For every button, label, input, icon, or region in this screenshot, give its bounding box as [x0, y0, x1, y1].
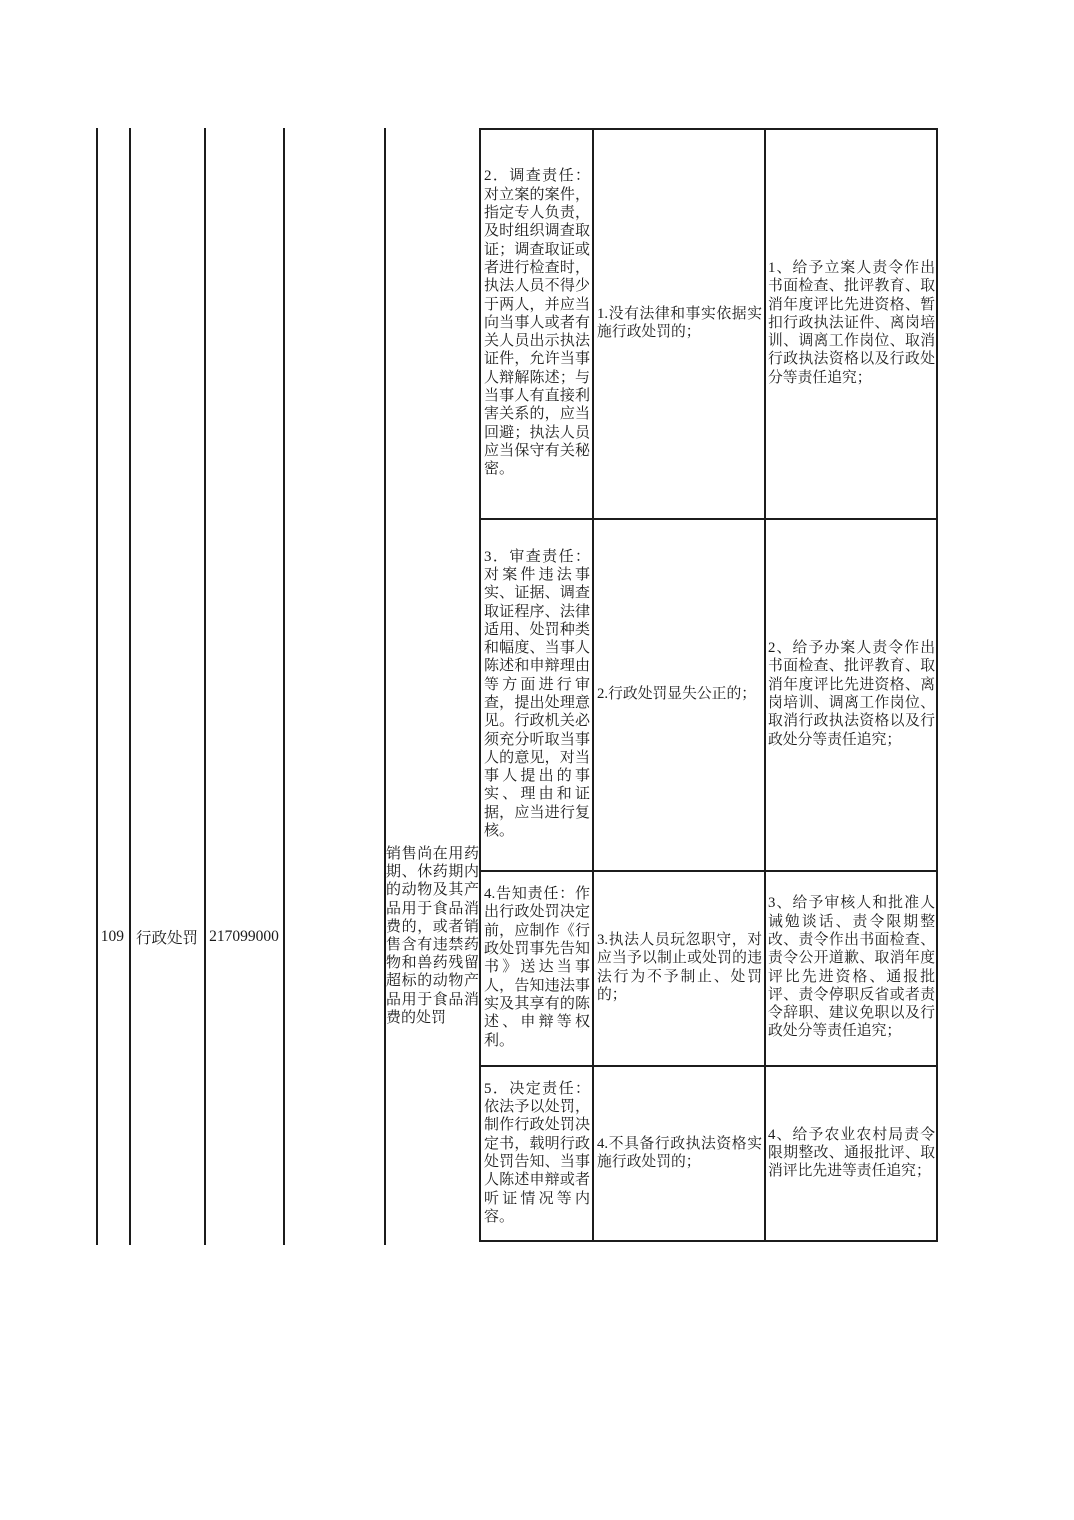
- power-name-cell: [386, 845, 479, 1027]
- responsibility-text-1: 2．调查责任：对立案的案件，指定专人负责，及时组织调查取证；调查取证或者进行检查时，执法人员不得少于两人，并应当向当事人或者有关人员出示执法证件，允许当事人辩解陈述；与当事人有直接利害关系的，应当回避；执法人员应当保守有关秘密。: [484, 168, 590, 478]
- responsibility-text-3: 4.告知责任：作出行政处罚决定前，应制作《行政处罚事先告知书》送达当事人，告知违法事实及其享有的陈述、申辩等权利。: [484, 886, 590, 1049]
- violation-cell-1: [597, 130, 762, 516]
- power-type-cell: [131, 922, 203, 952]
- accountability-cell-2: [768, 520, 935, 868]
- violation-cell-4: [597, 1067, 762, 1239]
- table-vertical-line: [129, 128, 131, 1245]
- violation-text-3: 3.执法人员玩忽职守，对应当予以制止或处罚的违法行为不予制止、处罚的；: [597, 931, 762, 1003]
- responsibility-text-2: 3．审查责任：对案件违法事实、证据、调查取证程序、法律适用、处罚种类和幅度、当事人陈述和申辩理由等方面进行审查，提出处理意见。行政机关必须充分听取当事人的意见，对当事人提出的事实、理由和证据，应当进行复核。: [484, 548, 590, 840]
- responsibility-cell-1: [484, 130, 590, 516]
- accountability-text-4: 4、给予农业农村局责令限期整改、通报批评、取消评比先进等责任追究；: [768, 1126, 935, 1180]
- table-vertical-line: [96, 128, 98, 1245]
- accountability-text-1: 1、给予立案人责令作出书面检查、批评教育、取消年度评比先进资格、暂扣行政执法证件、离岗培训、调离工作岗位、取消行政执法资格以及行政处分等责任追究；: [768, 259, 935, 386]
- table-vertical-line: [384, 128, 386, 1245]
- violation-text-1: 1.没有法律和事实依据实施行政处罚的；: [597, 305, 762, 340]
- responsibility-cell-3: [484, 872, 590, 1063]
- responsibility-cell-4: [484, 1067, 590, 1239]
- accountability-cell-3: [768, 872, 935, 1063]
- accountability-cell-1: [768, 130, 935, 516]
- responsibility-text-4: 5．决定责任：依法予以处罚，制作行政处罚决定书，载明行政处罚告知、当事人陈述申辩或者听证情况等内容。: [484, 1080, 590, 1225]
- empty-cell: [285, 922, 382, 952]
- table-vertical-line: [764, 130, 766, 1240]
- accountability-text-3: 3、给予审核人和批准人诫勉谈话、责令限期整改、责令作出书面检查、责令公开道歉、取消年度评比先进资格、通报批评、责令停职反省或者责令辞职、建议免职以及行政处分等责任追究；: [768, 895, 935, 1040]
- row-number-cell: [96, 922, 127, 952]
- violation-cell-2: [597, 520, 762, 868]
- accountability-text-2: 2、给予办案人责令作出书面检查、批评教育、取消年度评比先进资格、离岗培训、调离工作岗位、取消行政执法资格以及行政处分等责任追究；: [768, 640, 935, 748]
- violation-text-2: 2.行政处罚显失公正的；: [597, 685, 757, 702]
- violation-cell-3: [597, 872, 762, 1063]
- power-name: 销售尚在用药期、休药期内的动物及其产品用于食品消费的，或者销售含有违禁药物和兽药残留超标的动物产品用于食品消费的处罚: [386, 846, 479, 1026]
- responsibility-cell-2: [484, 520, 590, 868]
- power-type: 行政处罚: [135, 930, 198, 947]
- violation-text-4: 4.不具备行政执法资格实施行政处罚的；: [597, 1135, 762, 1170]
- power-code-cell: [205, 922, 283, 952]
- table-vertical-line: [592, 130, 594, 1240]
- table-vertical-line: [204, 128, 206, 1245]
- accountability-cell-4: [768, 1067, 935, 1239]
- row-number: 109: [100, 928, 124, 945]
- power-code: 217099000: [209, 928, 279, 945]
- table-vertical-line: [283, 128, 285, 1245]
